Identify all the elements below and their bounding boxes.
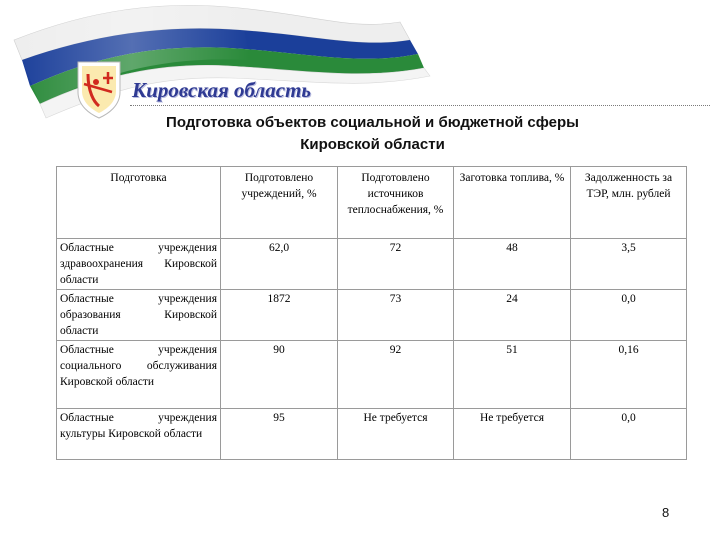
cell-debt: 0,0 (571, 290, 687, 341)
cell-institutions: 62,0 (221, 239, 338, 290)
table-row (57, 239, 687, 290)
row-name: Областные учреждения здравоохранения Кировской области (57, 239, 221, 290)
page-number: 8 (662, 505, 670, 520)
slide-title (80, 112, 665, 156)
cell-heat-sources: 92 (338, 341, 454, 409)
flag-ribbon (0, 0, 720, 130)
row-name: Областные учреждения образования Кировской области (57, 290, 221, 341)
slide-title-line-1: Подготовка объектов социальной и бюджетной сферы (166, 114, 579, 131)
title-divider (130, 105, 710, 106)
cell-institutions: 95 (221, 409, 338, 460)
cell-debt: 0,16 (571, 341, 687, 409)
cell-debt: 0,0 (571, 409, 687, 460)
cell-institutions: 1872 (221, 290, 338, 341)
table-row (57, 341, 687, 409)
column-header-debt: Задолженность за ТЭР, млн. рублей (571, 167, 687, 239)
row-name: Областные учреждения культуры Кировской области (57, 409, 221, 460)
row-name: Областные учреждения социального обслуживания Кировской области (57, 341, 221, 409)
cell-fuel: 51 (454, 341, 571, 409)
column-header-preparation: Подготовка (57, 167, 221, 239)
slide-title-line-2: Кировской области (300, 136, 445, 153)
region-title: Кировская область (132, 78, 312, 102)
cell-fuel: 24 (454, 290, 571, 341)
table-row (57, 409, 687, 460)
column-header-institutions: Подготовлено учреждений, % (221, 167, 338, 239)
cell-heat-sources: 72 (338, 239, 454, 290)
table-row (57, 290, 687, 341)
column-header-heat-sources: Подготовлено источников теплоснабжения, % (338, 167, 454, 239)
cell-institutions: 90 (221, 341, 338, 409)
cell-heat-sources: 73 (338, 290, 454, 341)
kirov-coat-of-arms-icon (78, 62, 120, 118)
column-header-fuel: Заготовка топлива, % (454, 167, 571, 239)
cell-fuel: 48 (454, 239, 571, 290)
cell-heat-sources: Не требуется (338, 409, 454, 460)
preparation-table (56, 166, 687, 460)
cell-debt: 3,5 (571, 239, 687, 290)
table-header-row (57, 167, 687, 239)
cell-fuel: Не требуется (454, 409, 571, 460)
